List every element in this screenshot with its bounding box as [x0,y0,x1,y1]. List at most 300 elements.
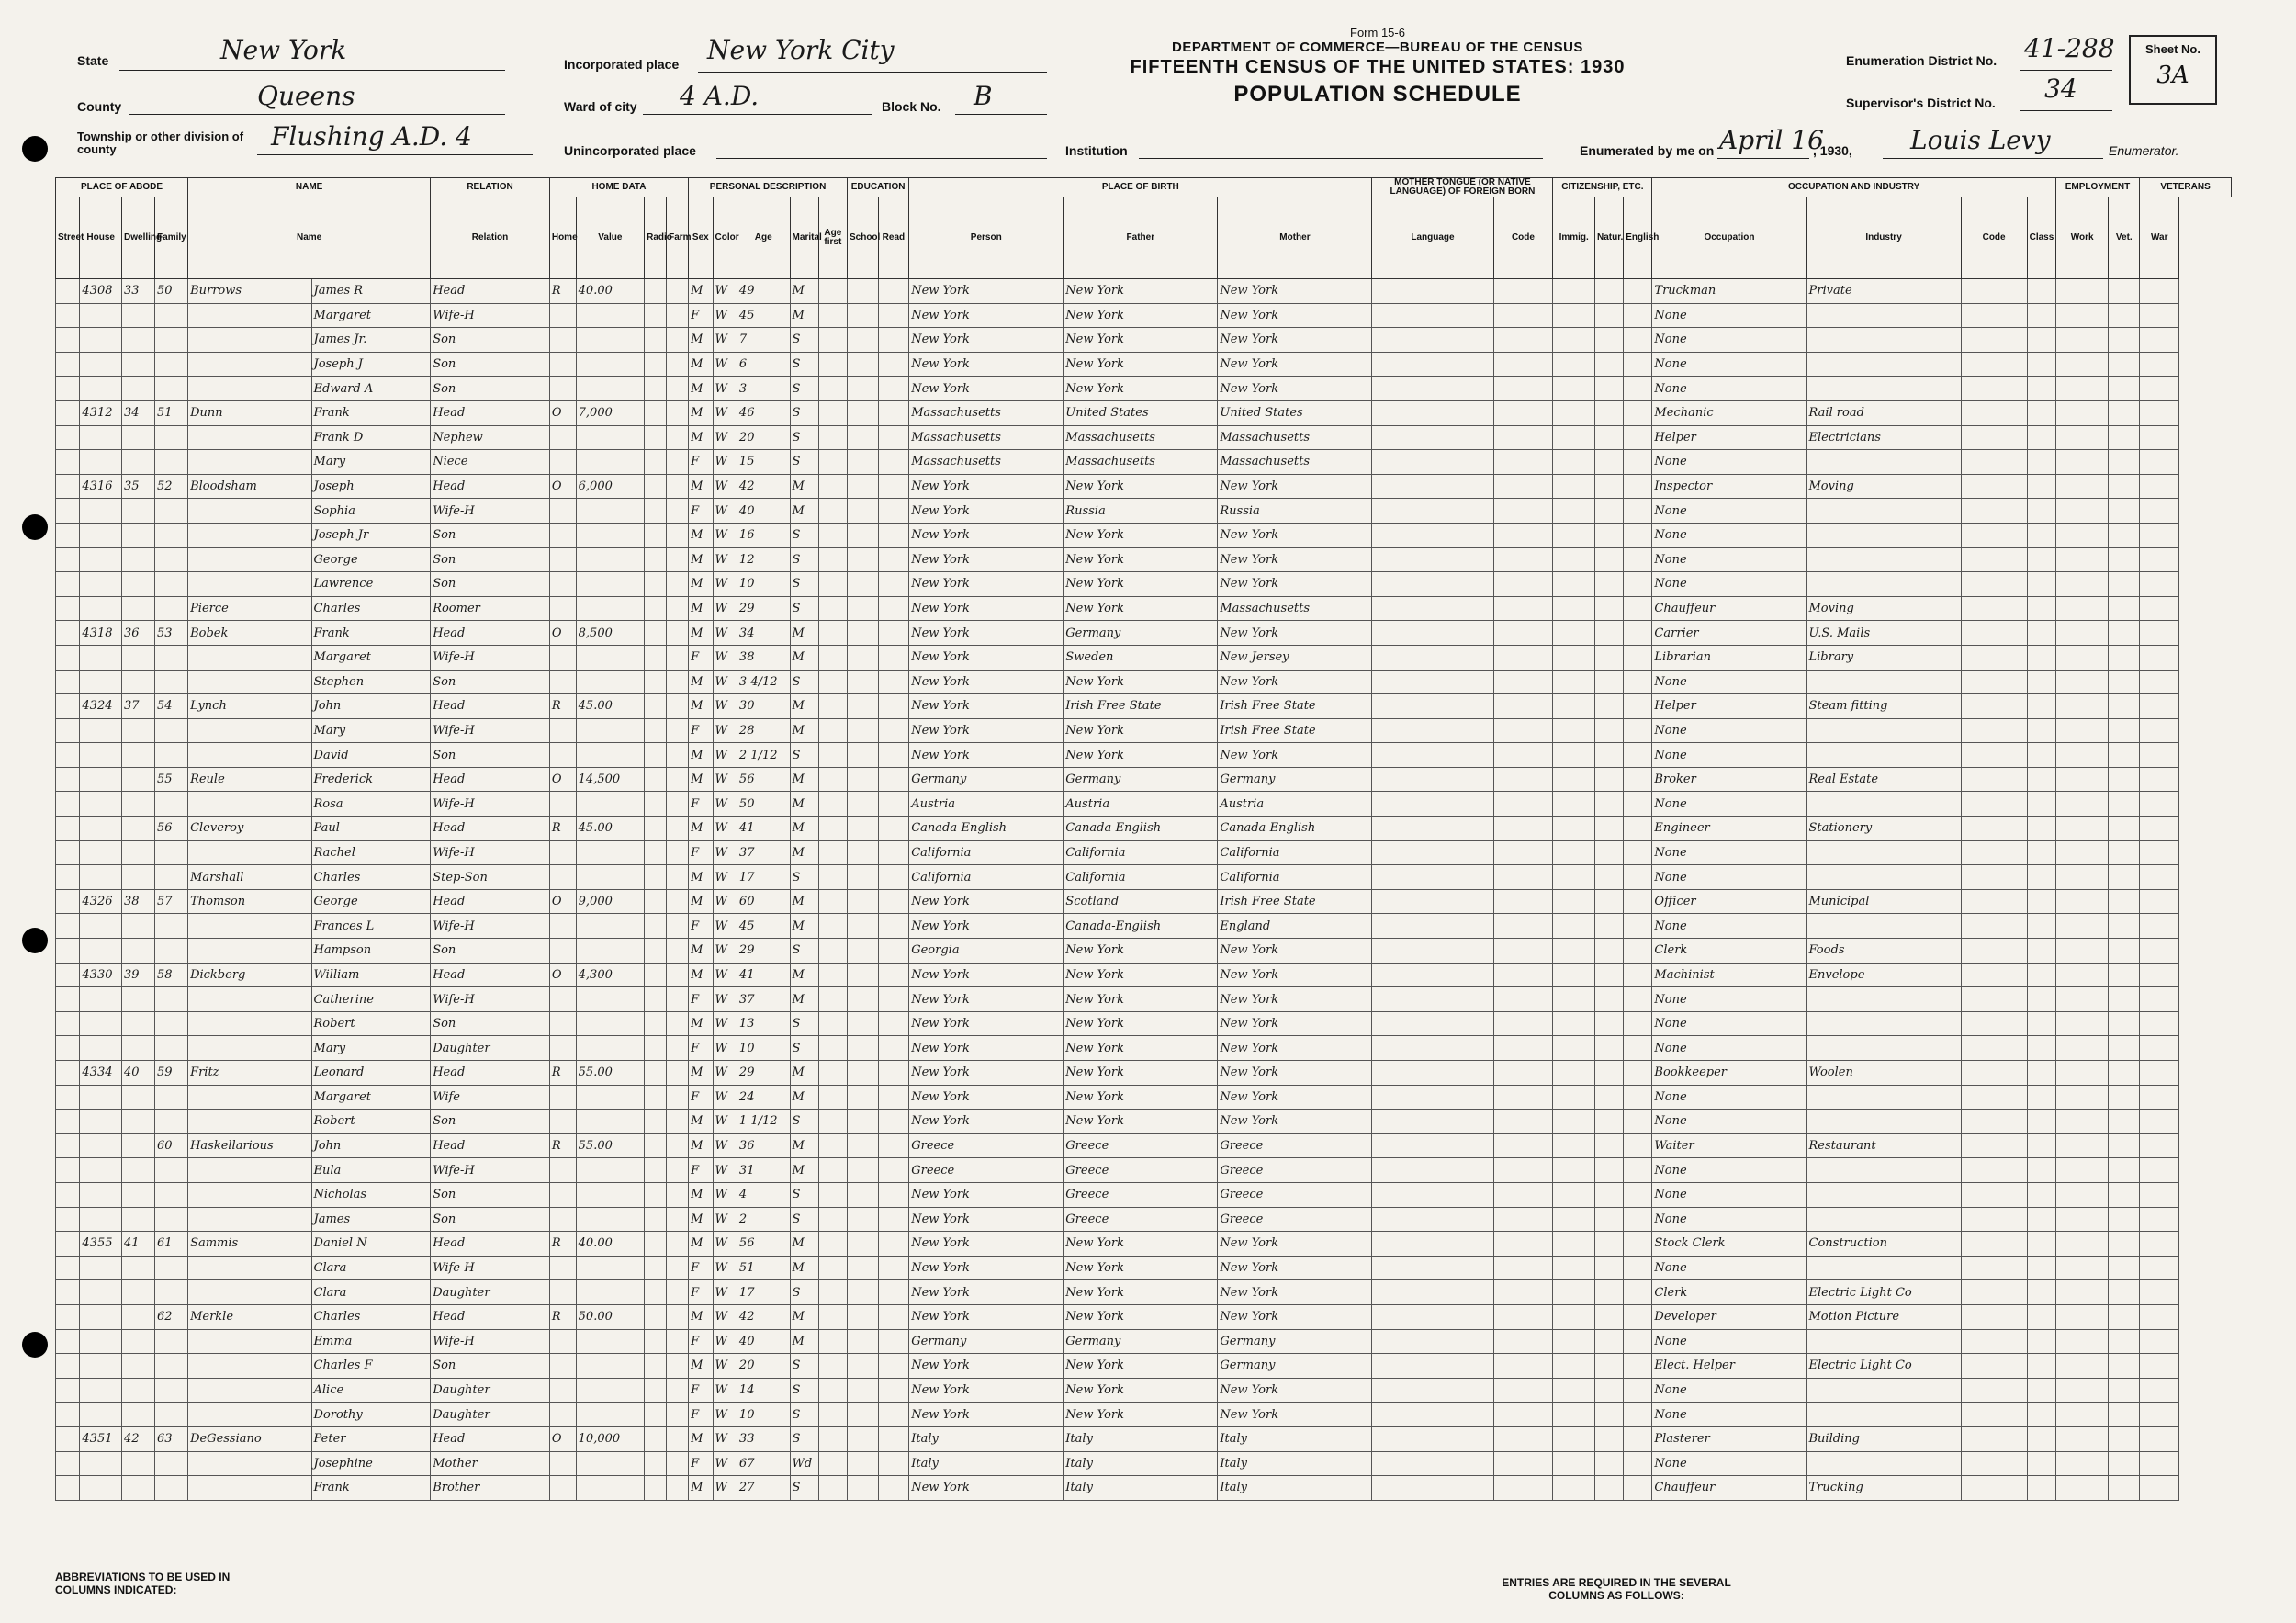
class-cell [2027,1256,2055,1280]
read-cell [878,303,909,328]
age-cell: 56 [737,1232,790,1257]
family-number-cell [155,1011,188,1036]
read-cell [878,474,909,499]
language-cell [1372,425,1493,450]
birthplace-cell: New York [909,1085,1064,1110]
surname-cell [188,840,311,865]
natur-cell [1594,1085,1623,1110]
mother-birthplace-cell: Irish Free State [1218,889,1372,914]
radio-cell [645,1158,667,1183]
occupation-cell: None [1652,914,1806,939]
agefirst-cell [818,400,847,425]
industry-cell [1806,303,1961,328]
agefirst-cell [818,1110,847,1134]
given-name-cell: Lawrence [311,572,431,597]
street-cell [56,939,80,964]
agefirst-cell [818,1207,847,1232]
language-cell [1372,767,1493,792]
enumerated-date: April 16 [1719,125,1824,155]
dwelling-number-cell: 42 [122,1426,155,1451]
mother-birthplace-cell: Italy [1218,1426,1372,1451]
english-cell [1624,1329,1652,1354]
english-cell [1624,1378,1652,1403]
occcode-cell [1961,889,2027,914]
surname-cell: Bloodsham [188,474,311,499]
occcode-cell [1961,1207,2027,1232]
radio-cell [645,1036,667,1061]
read-cell [878,596,909,621]
house-number-cell: 4318 [80,621,122,646]
farm-cell [667,1403,689,1427]
school-cell [847,450,878,475]
father-birthplace-cell: Italy [1064,1476,1218,1501]
home-tenure-cell [549,1085,576,1110]
language-cell [1372,328,1493,353]
house-number-cell [80,817,122,841]
immig-cell [1553,1232,1595,1257]
class-cell [2027,817,2055,841]
radio-cell [645,621,667,646]
class-cell [2027,303,2055,328]
surname-cell: Fritz [188,1061,311,1086]
home-tenure-cell: R [549,694,576,719]
table-row [56,572,2232,597]
industry-cell: Envelope [1806,963,1961,987]
farm-cell [667,328,689,353]
home-value-cell [576,572,644,597]
class-cell [2027,1304,2055,1329]
english-cell [1624,303,1652,328]
radio-cell [645,547,667,572]
vet-cell [2109,499,2140,524]
father-birthplace-cell: California [1064,865,1218,890]
table-row [56,279,2232,304]
work-cell [2055,718,2109,743]
surname-cell: Marshall [188,865,311,890]
work-cell [2055,400,2109,425]
war-cell [2140,987,2179,1012]
home-value-cell [576,450,644,475]
read-cell [878,621,909,646]
language-cell [1372,1207,1493,1232]
immig-cell [1553,1426,1595,1451]
school-cell [847,400,878,425]
occcode-cell [1961,939,2027,964]
work-cell [2055,1011,2109,1036]
vet-cell [2109,1378,2140,1403]
class-cell [2027,328,2055,353]
war-cell [2140,328,2179,353]
father-birthplace-cell: Italy [1064,1426,1218,1451]
immig-cell [1553,840,1595,865]
marital-status-cell: M [790,303,818,328]
war-cell [2140,1110,2179,1134]
english-cell [1624,670,1652,694]
family-number-cell [155,328,188,353]
english-cell [1624,1085,1652,1110]
father-birthplace-cell: Italy [1064,1451,1218,1476]
farm-cell [667,987,689,1012]
father-birthplace-cell: New York [1064,1036,1218,1061]
marital-status-cell: M [790,1329,818,1354]
language-cell [1372,596,1493,621]
war-cell [2140,1232,2179,1257]
relation-cell: Head [431,767,550,792]
school-cell [847,1378,878,1403]
relation-cell: Daughter [431,1403,550,1427]
agefirst-cell [818,1036,847,1061]
work-cell [2055,963,2109,987]
house-number-cell: 4355 [80,1232,122,1257]
incorporated-line [698,72,1047,73]
mother-birthplace-cell: Irish Free State [1218,694,1372,719]
agefirst-cell [818,645,847,670]
class-cell [2027,889,2055,914]
occupation-cell: None [1652,865,1806,890]
home-tenure-cell [549,547,576,572]
given-name-cell: John [311,694,431,719]
immig-cell [1553,328,1595,353]
state-line [119,70,505,71]
age-cell: 28 [737,718,790,743]
age-cell: 60 [737,889,790,914]
birthplace-cell: Canada-English [909,817,1064,841]
vet-cell [2109,1354,2140,1379]
radio-cell [645,596,667,621]
work-cell [2055,523,2109,547]
house-number-cell [80,1476,122,1501]
class-cell [2027,1280,2055,1305]
read-cell [878,817,909,841]
father-birthplace-cell: New York [1064,1280,1218,1305]
work-cell [2055,767,2109,792]
mother-birthplace-cell: New York [1218,303,1372,328]
age-cell: 40 [737,1329,790,1354]
family-number-cell [155,1403,188,1427]
class-cell [2027,1426,2055,1451]
read-cell [878,377,909,401]
given-name-cell: Sophia [311,499,431,524]
occupation-cell: Chauffeur [1652,1476,1806,1501]
col-english: English [1624,197,1652,279]
table-row [56,621,2232,646]
industry-cell [1806,352,1961,377]
county-line [129,114,505,115]
school-cell [847,914,878,939]
birthplace-cell: New York [909,1256,1064,1280]
house-number-cell [80,303,122,328]
school-cell [847,547,878,572]
industry-cell [1806,377,1961,401]
home-tenure-cell [549,743,576,768]
relation-cell: Son [431,1354,550,1379]
school-cell [847,1110,878,1134]
marital-status-cell: S [790,1207,818,1232]
langcode-cell [1493,840,1553,865]
farm-cell [667,400,689,425]
father-birthplace-cell: New York [1064,572,1218,597]
occupation-cell: Carrier [1652,621,1806,646]
radio-cell [645,1280,667,1305]
street-cell [56,1133,80,1158]
mother-birthplace-cell: California [1218,865,1372,890]
industry-cell: Motion Picture [1806,1304,1961,1329]
school-cell [847,889,878,914]
given-name-cell: Margaret [311,645,431,670]
english-cell [1624,352,1652,377]
vet-cell [2109,1182,2140,1207]
house-number-cell [80,1280,122,1305]
class-cell [2027,939,2055,964]
family-number-cell [155,1085,188,1110]
home-value-cell [576,914,644,939]
war-cell [2140,352,2179,377]
punch-hole [22,514,48,540]
home-tenure-cell [549,1378,576,1403]
home-value-cell [576,1158,644,1183]
work-cell [2055,328,2109,353]
dwelling-number-cell [122,718,155,743]
farm-cell [667,645,689,670]
form-number: Form 15-6 [1350,26,1405,39]
farm-cell [667,963,689,987]
war-cell [2140,840,2179,865]
language-cell [1372,474,1493,499]
immig-cell [1553,621,1595,646]
age-cell: 4 [737,1182,790,1207]
mother-birthplace-cell: Greece [1218,1182,1372,1207]
industry-cell [1806,792,1961,817]
surname-cell: Reule [188,767,311,792]
immig-cell [1553,279,1595,304]
vet-cell [2109,914,2140,939]
occcode-cell [1961,1403,2027,1427]
relation-cell: Head [431,400,550,425]
given-name-cell: George [311,889,431,914]
father-birthplace-cell: Austria [1064,792,1218,817]
street-cell [56,1378,80,1403]
mother-birthplace-cell: New York [1218,474,1372,499]
language-cell [1372,840,1493,865]
industry-cell: Electric Light Co [1806,1354,1961,1379]
war-cell [2140,596,2179,621]
schedule-title: POPULATION SCHEDULE [1233,82,1522,107]
marital-status-cell: S [790,1110,818,1134]
langcode-cell [1493,1182,1553,1207]
mother-birthplace-cell: New York [1218,1256,1372,1280]
family-number-cell [155,499,188,524]
color-cell: W [713,450,737,475]
sex-cell: F [689,1158,713,1183]
work-cell [2055,1085,2109,1110]
read-cell [878,1476,909,1501]
occcode-cell [1961,596,2027,621]
house-number-cell: 4330 [80,963,122,987]
mother-birthplace-cell: Germany [1218,767,1372,792]
father-birthplace-cell: New York [1064,1378,1218,1403]
class-cell [2027,621,2055,646]
street-cell [56,1403,80,1427]
relation-cell: Wife-H [431,914,550,939]
class-cell [2027,1133,2055,1158]
radio-cell [645,1426,667,1451]
school-cell [847,1207,878,1232]
enumeration-line [2020,70,2112,71]
industry-cell: Real Estate [1806,767,1961,792]
supervisor-line [2020,110,2112,111]
age-cell: 12 [737,547,790,572]
age-cell: 20 [737,1354,790,1379]
street-cell [56,963,80,987]
war-cell [2140,939,2179,964]
relation-cell: Wife-H [431,1256,550,1280]
mother-birthplace-cell: Massachusetts [1218,425,1372,450]
langcode-cell [1493,718,1553,743]
house-number-cell: 4316 [80,474,122,499]
supervisor-value: 34 [2044,73,2077,104]
vet-cell [2109,1207,2140,1232]
mother-birthplace-cell: New York [1218,1110,1372,1134]
table-row [56,767,2232,792]
vet-cell [2109,1133,2140,1158]
family-number-cell [155,1378,188,1403]
house-number-cell [80,743,122,768]
birthplace-cell: New York [909,1036,1064,1061]
relation-cell: Son [431,743,550,768]
given-name-cell: Robert [311,1110,431,1134]
war-cell [2140,1304,2179,1329]
father-birthplace-cell: Canada-English [1064,817,1218,841]
vet-cell [2109,1158,2140,1183]
immig-cell [1553,939,1595,964]
birthplace-cell: New York [909,1232,1064,1257]
father-birthplace-cell: New York [1064,939,1218,964]
color-cell: W [713,718,737,743]
father-birthplace-cell: Russia [1064,499,1218,524]
english-cell [1624,1403,1652,1427]
work-cell [2055,1182,2109,1207]
col-lang-code: Code [1493,197,1553,279]
occcode-cell [1961,817,2027,841]
read-cell [878,425,909,450]
street-cell [56,1451,80,1476]
occcode-cell [1961,670,2027,694]
table-row [56,400,2232,425]
industry-cell [1806,1403,1961,1427]
group-abode: PLACE OF ABODE [56,178,188,197]
family-number-cell: 50 [155,279,188,304]
school-cell [847,670,878,694]
radio-cell [645,1011,667,1036]
home-tenure-cell: O [549,889,576,914]
street-cell [56,1036,80,1061]
col-class: Class [2027,197,2055,279]
dwelling-number-cell [122,645,155,670]
home-value-cell [576,303,644,328]
mother-birthplace-cell: New York [1218,1036,1372,1061]
table-row [56,425,2232,450]
dwelling-number-cell [122,547,155,572]
birthplace-cell: New York [909,1110,1064,1134]
langcode-cell [1493,1354,1553,1379]
home-tenure-cell: R [549,1061,576,1086]
given-name-cell: James Jr. [311,328,431,353]
mother-birthplace-cell: Irish Free State [1218,718,1372,743]
langcode-cell [1493,1378,1553,1403]
agefirst-cell [818,1232,847,1257]
house-number-cell [80,718,122,743]
color-cell: W [713,1403,737,1427]
language-cell [1372,499,1493,524]
english-cell [1624,1207,1652,1232]
class-cell [2027,1476,2055,1501]
occupation-cell: Waiter [1652,1133,1806,1158]
color-cell: W [713,1476,737,1501]
langcode-cell [1493,523,1553,547]
home-value-cell [576,1207,644,1232]
sheet-number-box [2129,35,2217,105]
farm-cell [667,1158,689,1183]
langcode-cell [1493,1280,1553,1305]
given-name-cell: Joseph Jr [311,523,431,547]
supervisor-label: Supervisor's District No. [1846,96,1996,110]
industry-cell [1806,1085,1961,1110]
read-cell [878,718,909,743]
given-name-cell: Josephine [311,1451,431,1476]
work-cell [2055,694,2109,719]
sex-cell: M [689,1476,713,1501]
surname-cell [188,1403,311,1427]
agefirst-cell [818,987,847,1012]
street-cell [56,1426,80,1451]
school-cell [847,621,878,646]
natur-cell [1594,1354,1623,1379]
house-number-cell [80,450,122,475]
occupation-cell: None [1652,718,1806,743]
farm-cell [667,450,689,475]
census-title: FIFTEENTH CENSUS OF THE UNITED STATES: 1930 [1130,57,1626,77]
mother-birthplace-cell: New York [1218,1378,1372,1403]
enumerated-label: Enumerated by me on [1580,143,1715,158]
street-cell [56,792,80,817]
sex-cell: F [689,1280,713,1305]
col-immigration: Immig. [1553,197,1595,279]
farm-cell [667,1476,689,1501]
occcode-cell [1961,1451,2027,1476]
language-cell [1372,1280,1493,1305]
radio-cell [645,425,667,450]
mother-birthplace-cell: New York [1218,1280,1372,1305]
age-cell: 24 [737,1085,790,1110]
marital-status-cell: M [790,1085,818,1110]
surname-cell [188,670,311,694]
read-cell [878,450,909,475]
mother-birthplace-cell: Canada-English [1218,817,1372,841]
color-cell: W [713,352,737,377]
sex-cell: M [689,963,713,987]
work-cell [2055,743,2109,768]
language-cell [1372,1232,1493,1257]
occcode-cell [1961,1304,2027,1329]
home-tenure-cell: O [549,767,576,792]
industry-cell: Electric Light Co [1806,1280,1961,1305]
war-cell [2140,792,2179,817]
marital-status-cell: M [790,914,818,939]
father-birthplace-cell: Massachusetts [1064,450,1218,475]
surname-cell [188,1256,311,1280]
occcode-cell [1961,645,2027,670]
war-cell [2140,400,2179,425]
